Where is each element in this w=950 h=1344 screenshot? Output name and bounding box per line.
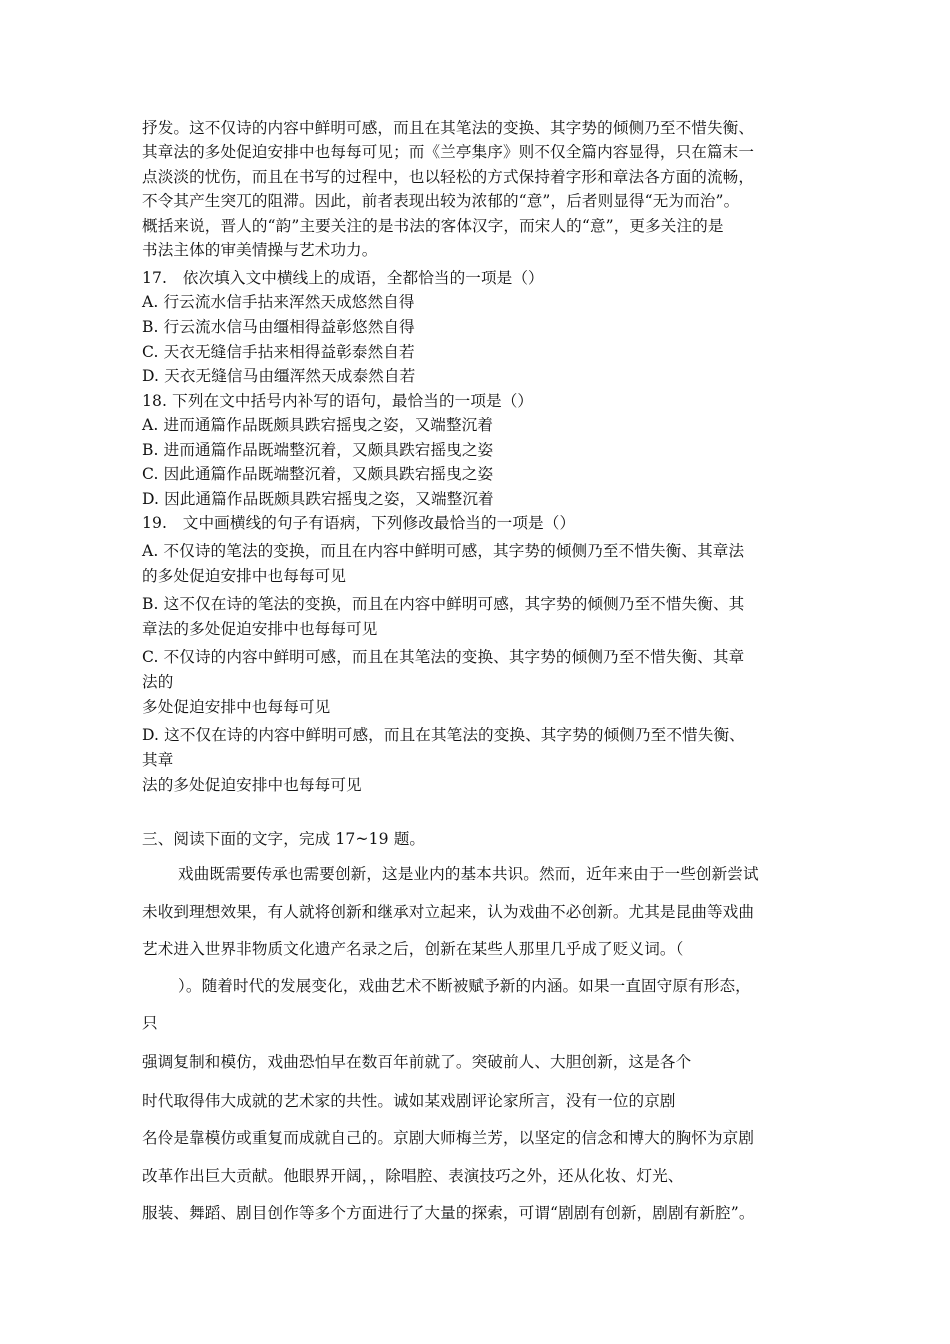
passage-line: 概括来说，晋人的“韵”主要关注的是书法的客体汉字，而宋人的“意”，更多关注的是 — [142, 217, 724, 235]
passage-line: 其章法的多处促迫安排中也每每可见；而《兰亭集序》则不仅全篇内容显得，只在篇末一 — [142, 143, 755, 161]
question-17-option-a: A. 行云流水信手拈来浑然天成悠然自得 — [142, 293, 415, 311]
section-paragraph-line: 名伶是靠模仿或重复而成就自己的。京剧大师梅兰芳，以坚定的信念和博大的胸怀为京剧 — [142, 1129, 755, 1147]
section-paragraph-line: 只 — [142, 1014, 158, 1032]
question-19-option-d: 法的多处促迫安排中也每每可见 — [142, 776, 362, 794]
question-18-option-d: D. 因此通篇作品既颇具跌宕摇曳之姿，又端整沉着 — [142, 490, 494, 508]
question-17-stem: 17. 依次填入文中横线上的成语，全都恰当的一项是（） — [142, 269, 544, 287]
question-19-stem: 19. 文中画横线的句子有语病，下列修改最恰当的一项是（） — [142, 514, 576, 532]
question-18-option-a: A. 进而通篇作品既颇具跌宕摇曳之姿，又端整沉着 — [142, 416, 494, 434]
question-18-stem: 18. 下列在文中括号内补写的语句，最恰当的一项是（） — [142, 392, 534, 410]
question-19-option-c: 多处促迫安排中也每每可见 — [142, 698, 331, 716]
question-19-option-a: A. 不仅诗的笔法的变换，而且在内容中鲜明可感，其字势的倾侧乃至不惜失衡、其章法 — [142, 542, 745, 560]
question-18-option-c: C. 因此通篇作品既端整沉着，又颇具跌宕摇曳之姿 — [142, 465, 494, 483]
question-19-option-c: 法的 — [142, 673, 174, 691]
passage-line: 书法主体的审美情操与艺术功力。 — [142, 241, 378, 259]
question-18-option-b: B. 进而通篇作品既端整沉着，又颇具跌宕摇曳之姿 — [142, 441, 494, 459]
question-17-option-c: C. 天衣无缝信手拈来相得益彰泰然自若 — [142, 343, 415, 361]
question-19-option-a: 的多处促迫安排中也每每可见 — [142, 567, 347, 585]
section-paragraph-line: 戏曲既需要传承也需要创新，这是业内的基本共识。然而，近年来由于一些创新尝试 — [178, 865, 759, 883]
question-19-option-d: D. 这不仅在诗的内容中鲜明可感，而且在其笔法的变换、其字势的倾侧乃至不惜失衡、 — [142, 726, 745, 744]
section-heading: 三、阅读下面的文字，完成 17~19 题。 — [142, 830, 426, 848]
question-19-option-b: B. 这不仅在诗的笔法的变换，而且在内容中鲜明可感，其字势的倾侧乃至不惜失衡、其 — [142, 595, 745, 613]
question-19-option-d: 其章 — [142, 751, 174, 769]
section-paragraph-line: 服装、舞蹈、剧目创作等多个方面进行了大量的探索，可谓“剧剧有创新，剧剧有新腔”。 — [142, 1204, 755, 1222]
passage-line: 抒发。这不仅诗的内容中鲜明可感，而且在其笔法的变换、其字势的倾侧乃至不惜失衡、 — [142, 119, 755, 137]
section-paragraph-line: 改革作出巨大贡献。他眼界开阔，，除唱腔、表演技巧之外，还从化妆、灯光、 — [142, 1167, 684, 1185]
question-17-option-b: B. 行云流水信马由缰相得益彰悠然自得 — [142, 318, 415, 336]
section-paragraph-line: 强调复制和模仿，戏曲恐怕早在数百年前就了。突破前人、大胆创新，这是各个 — [142, 1053, 692, 1071]
section-paragraph-line: 未收到理想效果，有人就将创新和继承对立起来，认为戏曲不必创新。尤其是昆曲等戏曲 — [142, 903, 755, 921]
passage-line: 不令其产生突兀的阻滞。因此，前者表现出较为浓郁的“意”，后者则显得“无为而治”。 — [142, 192, 740, 210]
question-19-option-b: 章法的多处促迫安排中也每每可见 — [142, 620, 378, 638]
question-19-option-c: C. 不仅诗的内容中鲜明可感，而且在其笔法的变换、其字势的倾侧乃至不惜失衡、其章 — [142, 648, 745, 666]
question-17-option-d: D. 天衣无缝信马由缰浑然天成泰然自若 — [142, 367, 416, 385]
section-paragraph-line: ）。随着时代的发展变化，戏曲艺术不断被赋予新的内涵。如果一直固守原有形态， — [178, 977, 751, 995]
passage-line: 点淡淡的忧伤，而且在书写的过程中，也以轻松的方式保持着字形和章法各方面的流畅， — [142, 168, 755, 186]
section-paragraph-line: 艺术进入世界非物质文化遗产名录之后，创新在某些人那里几乎成了贬义词。（ — [142, 940, 684, 958]
section-paragraph-line: 时代取得伟大成就的艺术家的共性。诚如某戏剧评论家所言，没有一位的京剧 — [142, 1092, 676, 1110]
